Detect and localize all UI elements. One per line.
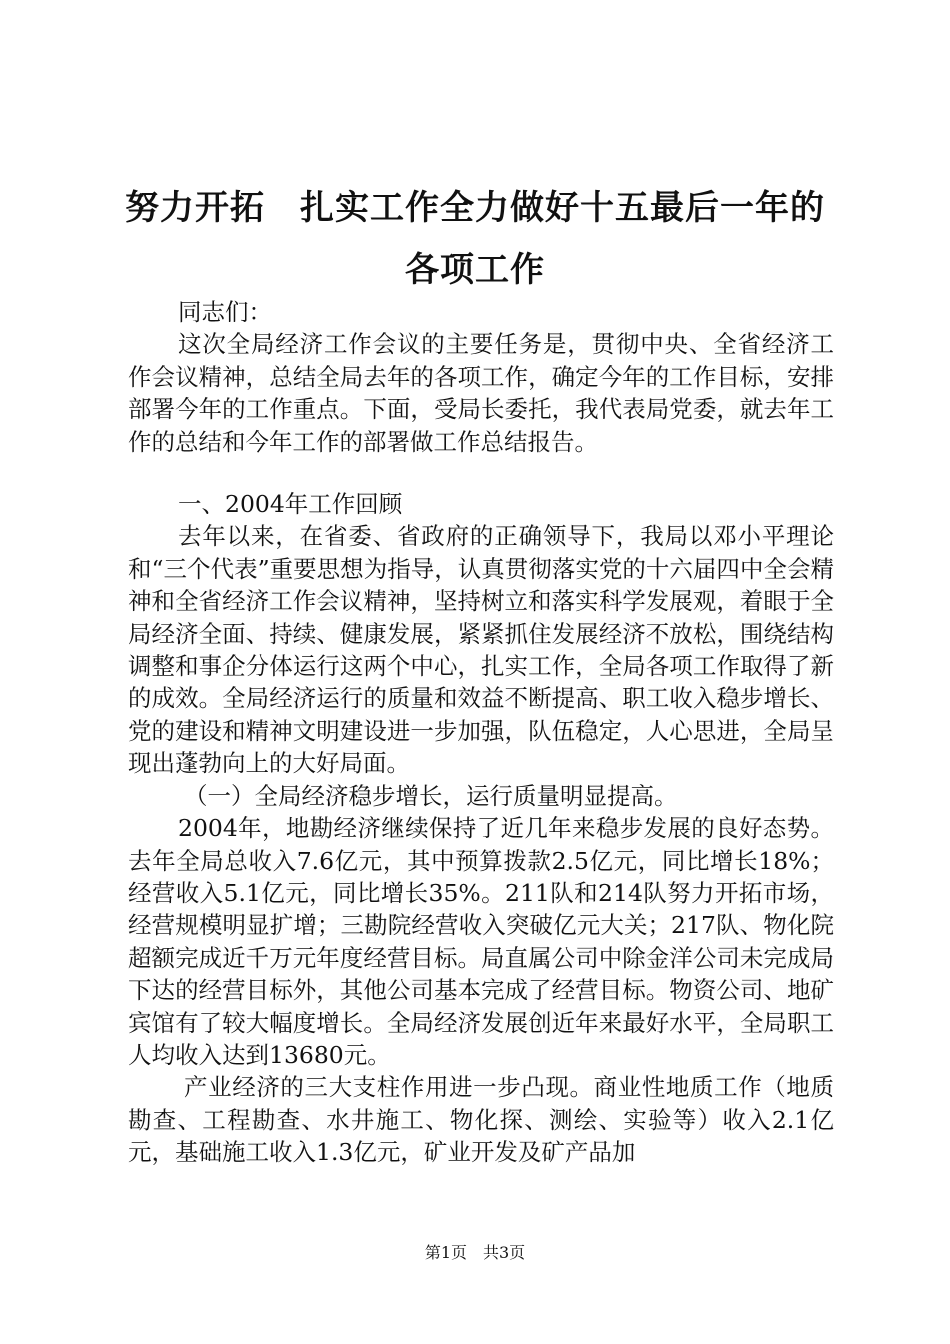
document-title-line-2: 各项工作 [405,250,545,290]
paragraph-review: 去年以来，在省委、省政府的正确领导下，我局以邓小平理论和“三个代表”重要思想为指导，认真贯彻落实党的十六届四中全会精神和全省经济工作会议精神，坚持树立和落实科学发展观，着眼于全局经济全面、持续、健康发展，紧紧抓住发展经济不放松，围绕结构调整和事企分体运行这两个中心，扎实工作，全局各项工作取得了新的成效。全局经济运行的质量和效益不断提高、职工收入稳步增长、党的建设和精神文明建设进一步加强，队伍稳定，人心思进，全局呈现出蓬勃向上的大好局面。 [128,522,834,778]
page-footer: 第1页 共3页 [424,1243,526,1262]
salutation: 同志们： [178,298,272,326]
paragraph-intro: 这次全局经济工作会议的主要任务是，贯彻中央、全省经济工作会议精神，总结全局去年的各项工作，确定今年的工作目标，安排部署今年的工作重点。下面，受局长委托，我代表局党委，就去年工作的总结和今年工作的部署做工作总结报告。 [128,330,834,456]
paragraph-industry: 产业经济的三大支柱作用进一步凸现。商业性地质工作（地质勘查、工程勘查、水井施工、物化探、测绘、实验等）收入2.1亿元，基础施工收入1.3亿元，矿业开发及矿产品加 [128,1073,834,1167]
paragraph-economy: 2004年，地勘经济继续保持了近几年来稳步发展的良好态势。去年全局总收入7.6亿元，其中预算拨款2.5亿元，同比增长18%；经营收入5.1亿元，同比增长35%。211队和214队努力开拓市场，经营规模明显扩增；三勘院经营收入突破亿元大关；217队、物化院超额完成近千万元年度经营目标。局直属公司中除金洋公司未完成局下达的经营目标外，其他公司基本完成了经营目标。物资公司、地矿宾馆有了较大幅度增长。全局经济发展创近年来最好水平，全局职工人均收入达到13680元。 [128,814,834,1069]
section-heading-review: 一、2004年工作回顾 [178,490,403,519]
document-body [128,296,834,1169]
paragraph-gap [128,458,834,488]
document-title-line-1: 努力开拓 扎实工作全力做好十五最后一年的 [125,188,825,228]
subsection-heading-economy: （一）全局经济稳步增长，运行质量明显提高。 [184,781,678,810]
